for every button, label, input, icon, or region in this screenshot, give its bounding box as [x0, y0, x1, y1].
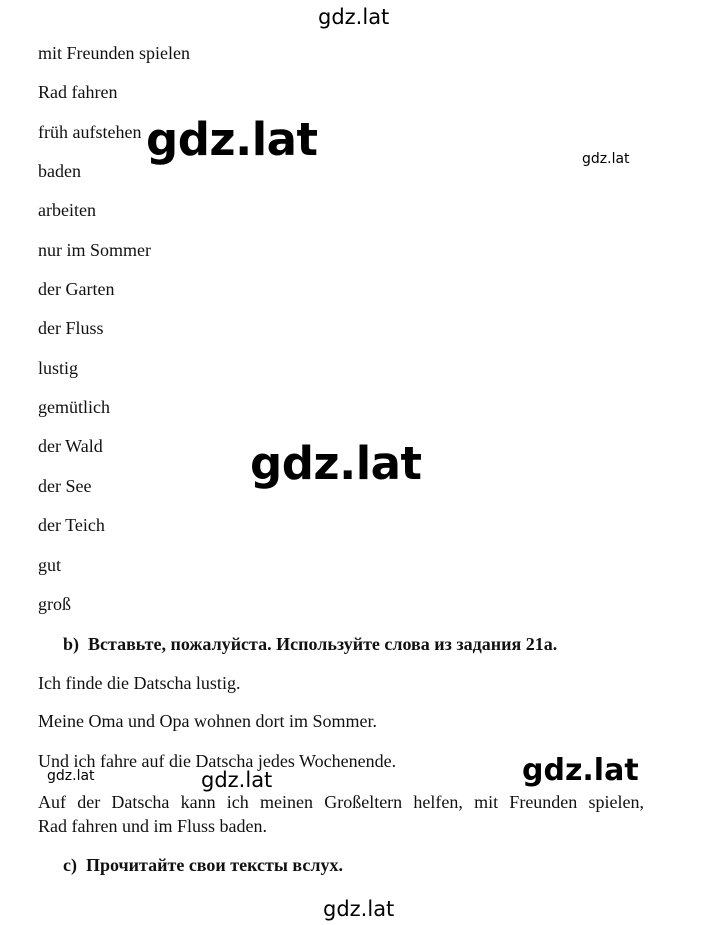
watermark-small-mid: gdz.lat	[201, 768, 273, 792]
list-item: baden	[38, 161, 81, 181]
task-b-heading	[63, 634, 557, 654]
answer-line: Meine Oma und Opa wohnen dort im Sommer.	[38, 711, 377, 731]
watermark-mid-right: gdz.lat	[522, 753, 639, 788]
answer-line: Und ich fahre auf die Datscha jedes Wochenende.	[38, 751, 397, 771]
task-b-label: b)	[63, 634, 80, 654]
list-item: groß	[38, 594, 71, 614]
answer-line: Rad fahren und im Fluss baden.	[38, 816, 267, 836]
answer-line: Auf der Datscha kann ich meinen Großeltern helfen, mit Freunden spielen,	[38, 792, 644, 812]
answer-line: Ich finde die Datscha lustig.	[38, 673, 241, 693]
list-item: gemütlich	[38, 397, 110, 417]
list-item: arbeiten	[38, 200, 96, 220]
list-item: früh aufstehen	[38, 122, 142, 142]
list-item: der Teich	[38, 515, 105, 535]
list-item: gut	[38, 555, 62, 575]
list-item: der See	[38, 476, 92, 496]
task-c-text: Прочитайте свои тексты вслух.	[85, 855, 343, 875]
task-b-text: Вставьте, пожалуйста. Используйте слова из задания 21а.	[88, 634, 558, 654]
watermark-tiny-left: gdz.lat	[47, 768, 95, 784]
list-item: der Fluss	[38, 318, 104, 338]
list-item: lustig	[38, 358, 79, 378]
list-item: Rad fahren	[38, 82, 118, 102]
watermark-big-center: gdz.lat	[250, 437, 422, 490]
watermark-small-right: gdz.lat	[582, 151, 630, 167]
task-c-label: c)	[63, 855, 77, 875]
list-item: nur im Sommer	[38, 240, 151, 260]
watermark-big: gdz.lat	[146, 113, 318, 166]
task-c-heading	[63, 855, 343, 875]
list-item: der Garten	[38, 279, 115, 299]
watermark-bottom: gdz.lat	[323, 897, 395, 921]
watermark-top: gdz.lat	[318, 5, 390, 29]
list-item: mit Freunden spielen	[38, 43, 190, 63]
list-item: der Wald	[38, 436, 103, 456]
